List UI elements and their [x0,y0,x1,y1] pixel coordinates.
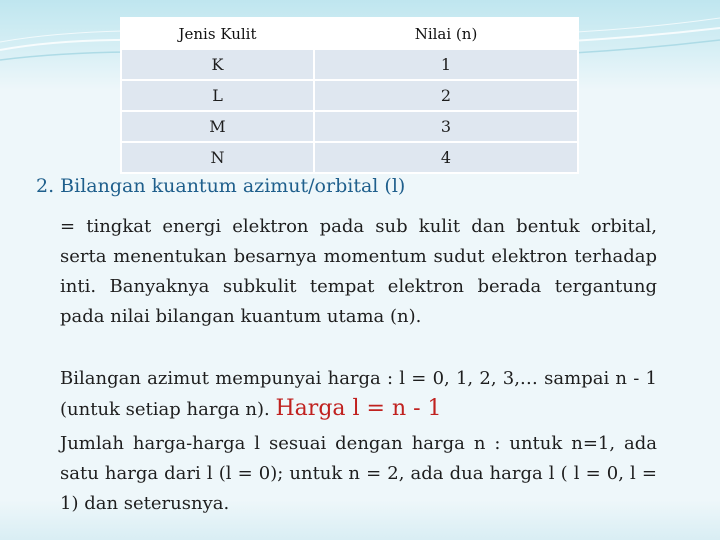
paragraph-definition: = tingkat energi elektron pada sub kulit dan bentuk orbital, serta menentukan besarnya momentum sudut elektron terhadap inti. Banyaknya subkulit tempat elektron berada tergantung pada nilai bilangan kuantum utama (n). [60,216,657,327]
table-header-cell: Jenis Kulit [121,18,314,49]
table-cell: 2 [314,80,578,111]
table-cell: L [121,80,314,111]
section-heading: 2. Bilangan kuantum azimut/orbital (l) [36,175,406,197]
shell-table [120,17,579,174]
table-header-cell: Nilai (n) [314,18,578,49]
table-header-row [121,18,578,49]
table-cell: 1 [314,49,578,80]
table-cell: K [121,49,314,80]
table-cell: 3 [314,111,578,142]
paragraph-azimuth-text: Bilangan azimut mempunyai harga : l = 0, 1, 2, 3,… sampai n - 1 (untuk setiap harga n). [60,368,657,420]
table-row [121,142,578,173]
table-cell: N [121,142,314,173]
highlight-formula: Harga l = n - 1 [275,396,442,421]
table-cell: 4 [314,142,578,173]
table-row [121,111,578,142]
paragraph-count: Jumlah harga-harga l sesuai dengan harga n : untuk n=1, ada satu harga dari l (l = 0); untuk n = 2, ada dua harga l ( l = 0, l = 1) dan seterusnya. [60,433,657,514]
table-row [121,80,578,111]
table-row [121,49,578,80]
paragraph-azimuth-values [60,364,657,425]
table-cell: M [121,111,314,142]
